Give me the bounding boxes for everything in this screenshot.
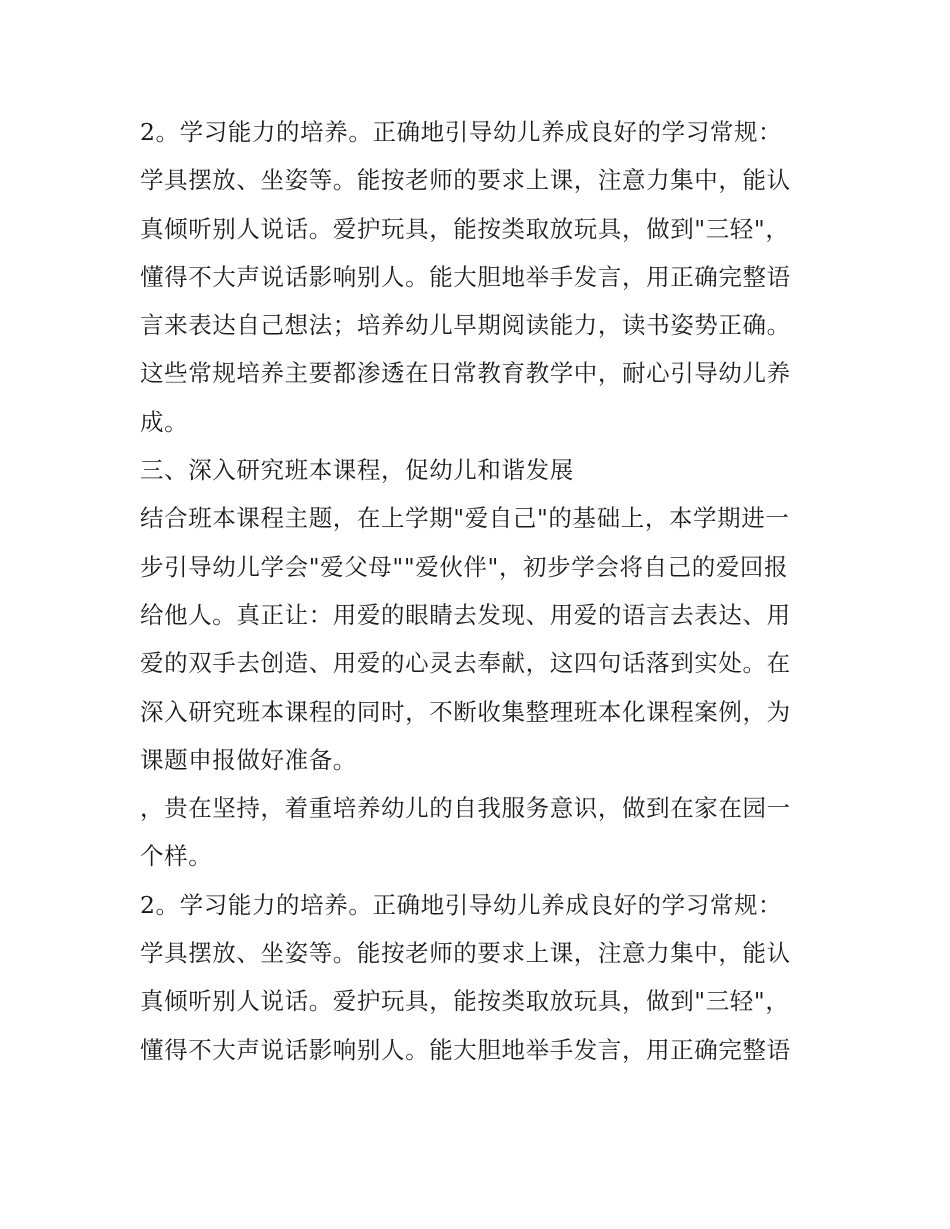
text-line: 懂得不大声说话影响别人。能大胆地举手发言，用正确完整语	[140, 262, 791, 291]
text-line: ，贵在坚持，着重培养幼儿的自我服务意识，做到在家在园一	[140, 794, 791, 823]
text-line: 爱的双手去创造、用爱的心灵去奉献，这四句话落到实处。在	[140, 649, 791, 678]
text-line: 真倾听别人说话。爱护玩具，能按类取放玩具，做到"三轻"，	[140, 987, 790, 1016]
text-line: 步引导幼儿学会"爱父母""爱伙伴"，初步学会将自己的爱回报	[140, 552, 789, 581]
document-body	[140, 108, 820, 1074]
text-line: 这些常规培养主要都渗透在日常教育教学中，耐心引导幼儿养	[140, 359, 791, 388]
text-line: 成。	[140, 407, 189, 436]
text-line: 学具摆放、坐姿等。能按老师的要求上课，注意力集中，能认	[140, 939, 791, 968]
text-line: 2。学习能力的培养。正确地引导幼儿养成良好的学习常规：	[140, 118, 783, 146]
text-line: 给他人。真正让：用爱的眼睛去发现、用爱的语言去表达、用	[140, 600, 791, 629]
text-line: 真倾听别人说话。爱护玩具，能按类取放玩具，做到"三轻"，	[140, 214, 790, 243]
text-line: 个样。	[140, 842, 213, 871]
text-line: 课题申报做好准备。	[140, 745, 357, 774]
text-line: 学具摆放、坐姿等。能按老师的要求上课，注意力集中，能认	[140, 166, 791, 195]
section-heading: 三、深入研究班本课程，促幼儿和谐发展	[140, 456, 574, 485]
text-line: 懂得不大声说话影响别人。能大胆地举手发言，用正确完整语	[140, 1035, 791, 1064]
text-line: 结合班本课程主题，在上学期"爱自己"的基础上，本学期进一	[140, 504, 790, 533]
text-line: 言来表达自己想法；培养幼儿早期阅读能力，读书姿势正确。	[140, 311, 791, 340]
text-line: 深入研究班本课程的同时，不断收集整理班本化课程案例，为	[140, 697, 791, 726]
text-line: 2。学习能力的培养。正确地引导幼儿养成良好的学习常规：	[140, 890, 783, 919]
